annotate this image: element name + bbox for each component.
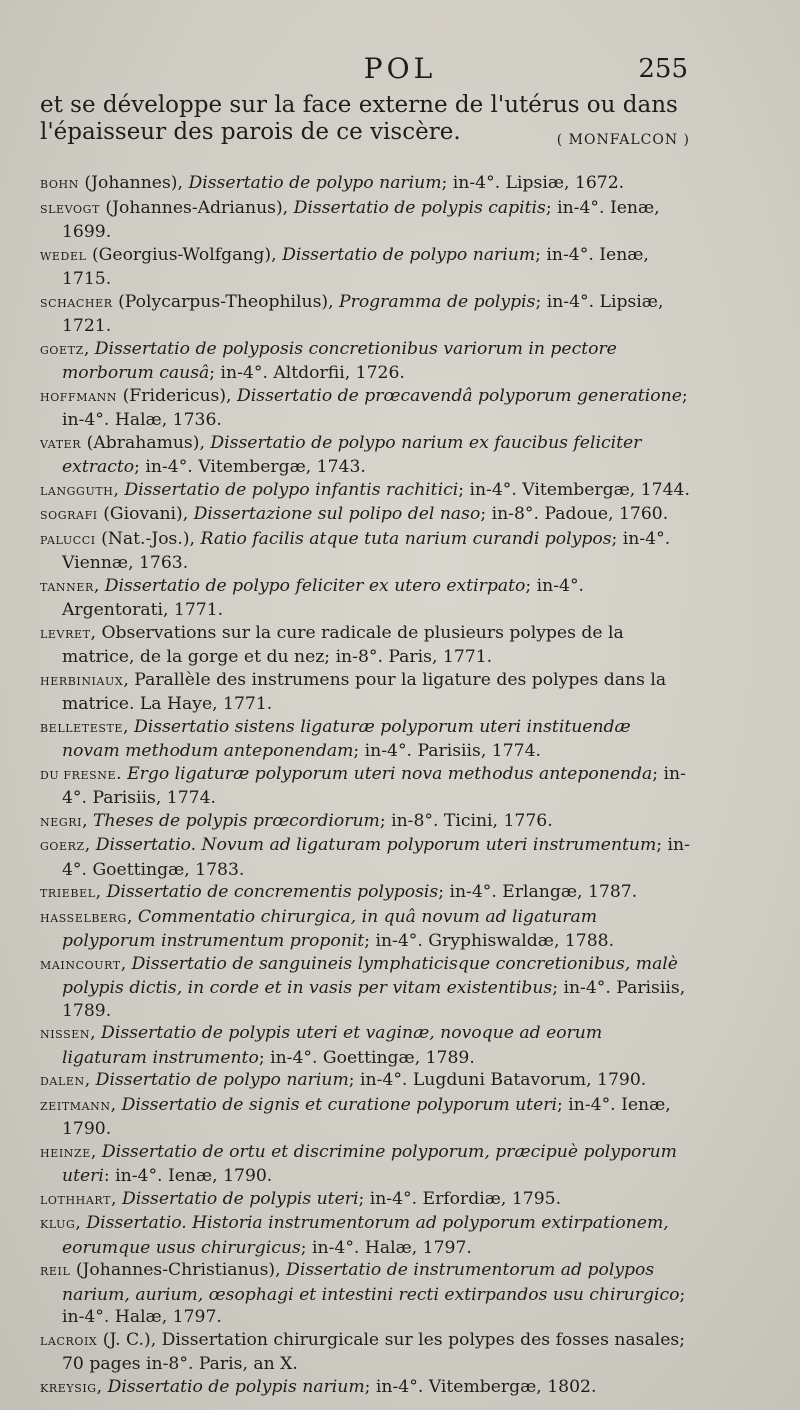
- entry-details: , Parallèle des instrumens pour la ligature des polypes dans la matrice. La Haye, 1771.: [62, 669, 667, 714]
- entry-author: LOTHHART: [40, 1193, 112, 1207]
- entry-publication: ; in-4°. Lipsiæ, 1721.: [62, 291, 664, 336]
- entry-publication: ; in-4°. Lugduni Batavorum, 1790.: [348, 1070, 647, 1090]
- entry-publication: ; in-4°. Argentorati, 1771.: [62, 575, 584, 620]
- entry-publication: ; in-8°. Padoue, 1760.: [480, 504, 669, 524]
- entry-details: (Abrahamus),: [81, 432, 211, 453]
- entry-author: LACROIX: [40, 1334, 98, 1348]
- bibliography-entry: [40, 432, 690, 479]
- entry-details: ,: [110, 1094, 122, 1115]
- bibliography-entry: [40, 622, 690, 669]
- entry-title: Theses de polypis prœcordiorum: [93, 810, 380, 831]
- bibliography-entry: [40, 1329, 690, 1376]
- entry-publication: ; in-4°. Viennæ, 1763.: [62, 528, 671, 573]
- entry-publication: ; in-4°. Lipsiæ, 1672.: [441, 173, 625, 193]
- entry-author: HERBINIAUX: [40, 674, 124, 688]
- bibliography-entry: [40, 1022, 690, 1069]
- entry-publication: ; in-4°. Erlangæ, 1787.: [438, 882, 638, 902]
- bibliography-entry: [40, 1188, 690, 1213]
- entry-author: HEINZE: [40, 1146, 91, 1160]
- entry-title: Commentatio chirurgica, in quâ novum ad ligaturam polyporum instrumentum proponit: [62, 906, 598, 951]
- entry-author: BOHN: [40, 178, 79, 191]
- entry-publication: ; in-4°. Vitembergæ, 1744.: [458, 479, 690, 500]
- bibliography-entry: [40, 197, 690, 244]
- entry-details: (Johannes-Christianus),: [70, 1260, 287, 1280]
- entry-title: Dissertatio de polypo narium: [282, 244, 536, 265]
- entry-author: VATER: [40, 437, 82, 451]
- entry-publication: ; in-4°. Goettingæ, 1789.: [258, 1047, 475, 1068]
- entry-title: Dissertatio de polypis uteri et vaginæ, novoque ad eorum ligaturam instrumento: [62, 1023, 603, 1068]
- entry-details: ,: [126, 906, 138, 927]
- entry-publication: ; in-4°. Vitembergæ, 1743.: [134, 457, 366, 477]
- entry-details: ,: [111, 1188, 122, 1209]
- entry-publication: ; in-8°. Ticini, 1776.: [379, 810, 553, 831]
- bibliography-entry: [40, 503, 690, 528]
- entry-details: (Fridericus),: [117, 385, 237, 406]
- entry-publication: ; in-4°. Altdorfii, 1726.: [209, 363, 405, 383]
- entry-author: KLUG: [40, 1218, 76, 1231]
- entry-publication: ; in-4°. Erfordiæ, 1795.: [358, 1188, 562, 1209]
- entry-title: Ratio facilis atque tuta narium curandi polypos: [200, 528, 612, 549]
- entry-publication: : in-4°. Ienæ, 1790.: [103, 1166, 273, 1186]
- entry-title: Dissertatio de polypis capitis: [293, 197, 546, 218]
- entry-publication: ; in-4°. Parisiis, 1789.: [62, 978, 686, 1021]
- entry-author: GOETZ: [40, 343, 84, 357]
- entry-title: Dissertatio de polypo infantis rachitici: [124, 479, 459, 500]
- entry-details: ,: [83, 338, 95, 359]
- entry-details: (Giovani),: [97, 504, 194, 524]
- entry-publication: ; in-4°. Goettingæ, 1783.: [62, 835, 690, 880]
- page-content: [40, 92, 690, 1400]
- entry-publication: ; in-4°. Halæ, 1797.: [62, 1284, 686, 1327]
- bibliography-entry: [40, 528, 690, 575]
- bibliography-entry: [40, 291, 690, 338]
- bibliography-entry: [40, 1141, 690, 1188]
- intro-paragraph: [40, 92, 690, 146]
- entry-title: Dissertatio de prœcavendâ polyporum generatione: [236, 385, 682, 406]
- bibliography-entry: [40, 338, 690, 385]
- entry-publication: ; in-4°. Parisiis, 1774.: [353, 741, 541, 761]
- bibliography-entry: [40, 1094, 690, 1141]
- bibliography-entry: [40, 881, 690, 906]
- entry-author: TRIEBEL: [40, 887, 96, 900]
- entry-author: WEDEL: [40, 249, 87, 263]
- bibliography-entry: [40, 385, 690, 432]
- entry-details: .: [116, 763, 128, 784]
- bibliography-entry: [40, 906, 690, 953]
- entry-details: , Observations sur la cure radicale de plusieurs polypes de la matrice, de la gorge et du nez; in-8°. Paris, 1771.: [62, 622, 624, 667]
- bibliography-entry: [40, 1069, 690, 1094]
- entry-title: Dissertatio de polypo feliciter ex utero extirpato: [104, 575, 526, 596]
- bibliography-entry: [40, 1259, 690, 1329]
- entry-title: Dissertatio sistens ligaturæ polyporum uteri instituendæ novam methodum anteponendam: [62, 716, 631, 761]
- bibliography-entry: [40, 953, 690, 1023]
- page-header: [0, 52, 800, 88]
- entry-publication: ; in-4°. Ienæ, 1699.: [62, 197, 660, 242]
- intro-text: et se développe sur la face externe de l'utérus ou dans l'épaisseur des parois de ce viscère.: [40, 92, 678, 145]
- entry-details: ,: [93, 575, 105, 596]
- entry-title: Dissertatio de concrementis polyposis: [106, 882, 439, 902]
- entry-author: SOGRAFI: [40, 509, 98, 522]
- entry-author: SLEVOGT: [40, 202, 100, 216]
- bibliography-entry: [40, 479, 690, 504]
- bibliography-entry: [40, 575, 690, 622]
- entry-publication: ; in-4°. Parisiis, 1774.: [62, 763, 686, 808]
- entry-details: ,: [120, 953, 132, 974]
- entry-publication: ; in-4°. Vitembergæ, 1802.: [364, 1376, 597, 1397]
- bibliography-entry: [40, 669, 690, 716]
- entry-title: Dissertatio de polypis uteri: [121, 1188, 359, 1209]
- entry-title: Dissertatio. Novum ad ligaturam polyporum uteri instrumentum: [95, 835, 657, 855]
- entry-author: LANGGUTH: [40, 484, 114, 498]
- entry-title: Dissertatio de sanguineis lymphaticisque concretionibus, malè polypis dictis, in corde et in vasis per vitam existentibus: [62, 953, 678, 998]
- bibliography-entry: [40, 172, 690, 197]
- entry-details: (J. C.), Dissertation chirurgicale sur les polypes des fosses nasales; 70 pages in-8°. Paris, an X.: [62, 1329, 686, 1374]
- entry-author: ZEITMANN: [40, 1099, 111, 1113]
- entry-title: Dissertatio de polypis narium: [107, 1376, 365, 1397]
- entry-title: Dissertatio de signis et curatione polyporum uteri: [121, 1094, 558, 1115]
- entry-title: Dissertazione sul polipo del naso: [193, 504, 481, 524]
- entry-details: ,: [84, 835, 96, 855]
- bibliography-entry: [40, 834, 690, 881]
- bibliography-entry: [40, 716, 690, 763]
- entry-details: ,: [90, 1023, 102, 1043]
- entry-author: KREYSIG: [40, 1381, 97, 1395]
- entry-details: (Johannes),: [78, 173, 189, 193]
- entry-title: Ergo ligaturæ polyporum uteri nova methodus anteponenda: [127, 763, 653, 784]
- entry-author: GOERZ: [40, 840, 85, 853]
- entry-author: DALEN: [40, 1075, 85, 1088]
- entry-publication: ; in-4°. Halæ, 1736.: [62, 385, 688, 430]
- bibliography-entry: [40, 1212, 690, 1259]
- bibliography-entry: [40, 244, 690, 291]
- bibliography-list: [40, 172, 690, 1400]
- entry-publication: ; in-4°. Gryphiswaldæ, 1788.: [364, 931, 615, 951]
- entry-author: LEVRET: [40, 627, 91, 641]
- entry-author: NEGRI: [40, 815, 83, 829]
- entry-details: (Nat.-Jos.),: [95, 528, 201, 549]
- entry-author: MAINCOURT: [40, 958, 121, 972]
- entry-title: Dissertatio de instrumentorum ad polypos narium, aurium, œsophagi et intestini recti extirpandos usu chirurgico: [62, 1260, 680, 1305]
- entry-details: (Johannes-Adrianus),: [99, 197, 294, 218]
- entry-details: ,: [123, 716, 134, 737]
- entry-title: Dissertatio de polyposis concretionibus variorum in pectore morborum causâ: [62, 338, 617, 383]
- entry-details: ,: [75, 1213, 87, 1233]
- entry-author: REIL: [40, 1265, 71, 1278]
- entry-details: (Polycarpus-Theophilus),: [112, 291, 340, 312]
- entry-author: NISSEN: [40, 1028, 91, 1041]
- entry-details: (Georgius-Wolfgang),: [86, 244, 283, 265]
- entry-publication: ; in-4°. Halæ, 1797.: [300, 1237, 472, 1258]
- entry-author: HOFFMANN: [40, 390, 118, 404]
- page-number: 255: [638, 54, 688, 84]
- entry-title: Dissertatio. Historia instrumentorum ad polyporum extirpationem, eorumque usus chirurgicus: [62, 1213, 669, 1258]
- entry-details: ,: [84, 1070, 96, 1090]
- bibliography-entry: [40, 1376, 690, 1401]
- entry-title: Dissertatio de ortu et discrimine polyporum, præcipuè polyporum uteri: [62, 1141, 677, 1186]
- entry-details: ,: [113, 479, 125, 500]
- entry-details: ,: [82, 810, 94, 831]
- bibliography-entry: [40, 810, 690, 835]
- entry-details: ,: [96, 1376, 108, 1397]
- entry-publication: ; in-4°. Ienæ, 1790.: [62, 1094, 671, 1139]
- running-head: POL: [363, 52, 437, 85]
- entry-author: PALUCCI: [40, 533, 96, 547]
- entry-author: HASSELBERG: [40, 911, 127, 925]
- entry-author: BELLETESTE: [40, 721, 124, 735]
- entry-title: Programma de polypis: [339, 291, 536, 312]
- entry-title: Dissertatio de polypo narium: [95, 1070, 349, 1090]
- entry-author: SCHACHER: [40, 296, 113, 310]
- author-signature: ( MONFALCON ): [556, 132, 690, 148]
- entry-title: Dissertatio de polypo narium ex faucibus feliciter extracto: [62, 432, 642, 477]
- entry-title: Dissertatio de polypo narium: [188, 173, 442, 193]
- entry-details: ,: [90, 1141, 102, 1162]
- entry-details: ,: [95, 882, 107, 902]
- entry-author: DU FRESNE: [40, 768, 117, 782]
- entry-publication: ; in-4°. Ienæ, 1715.: [62, 244, 649, 289]
- bibliography-entry: [40, 763, 690, 810]
- entry-author: TANNER: [40, 580, 94, 594]
